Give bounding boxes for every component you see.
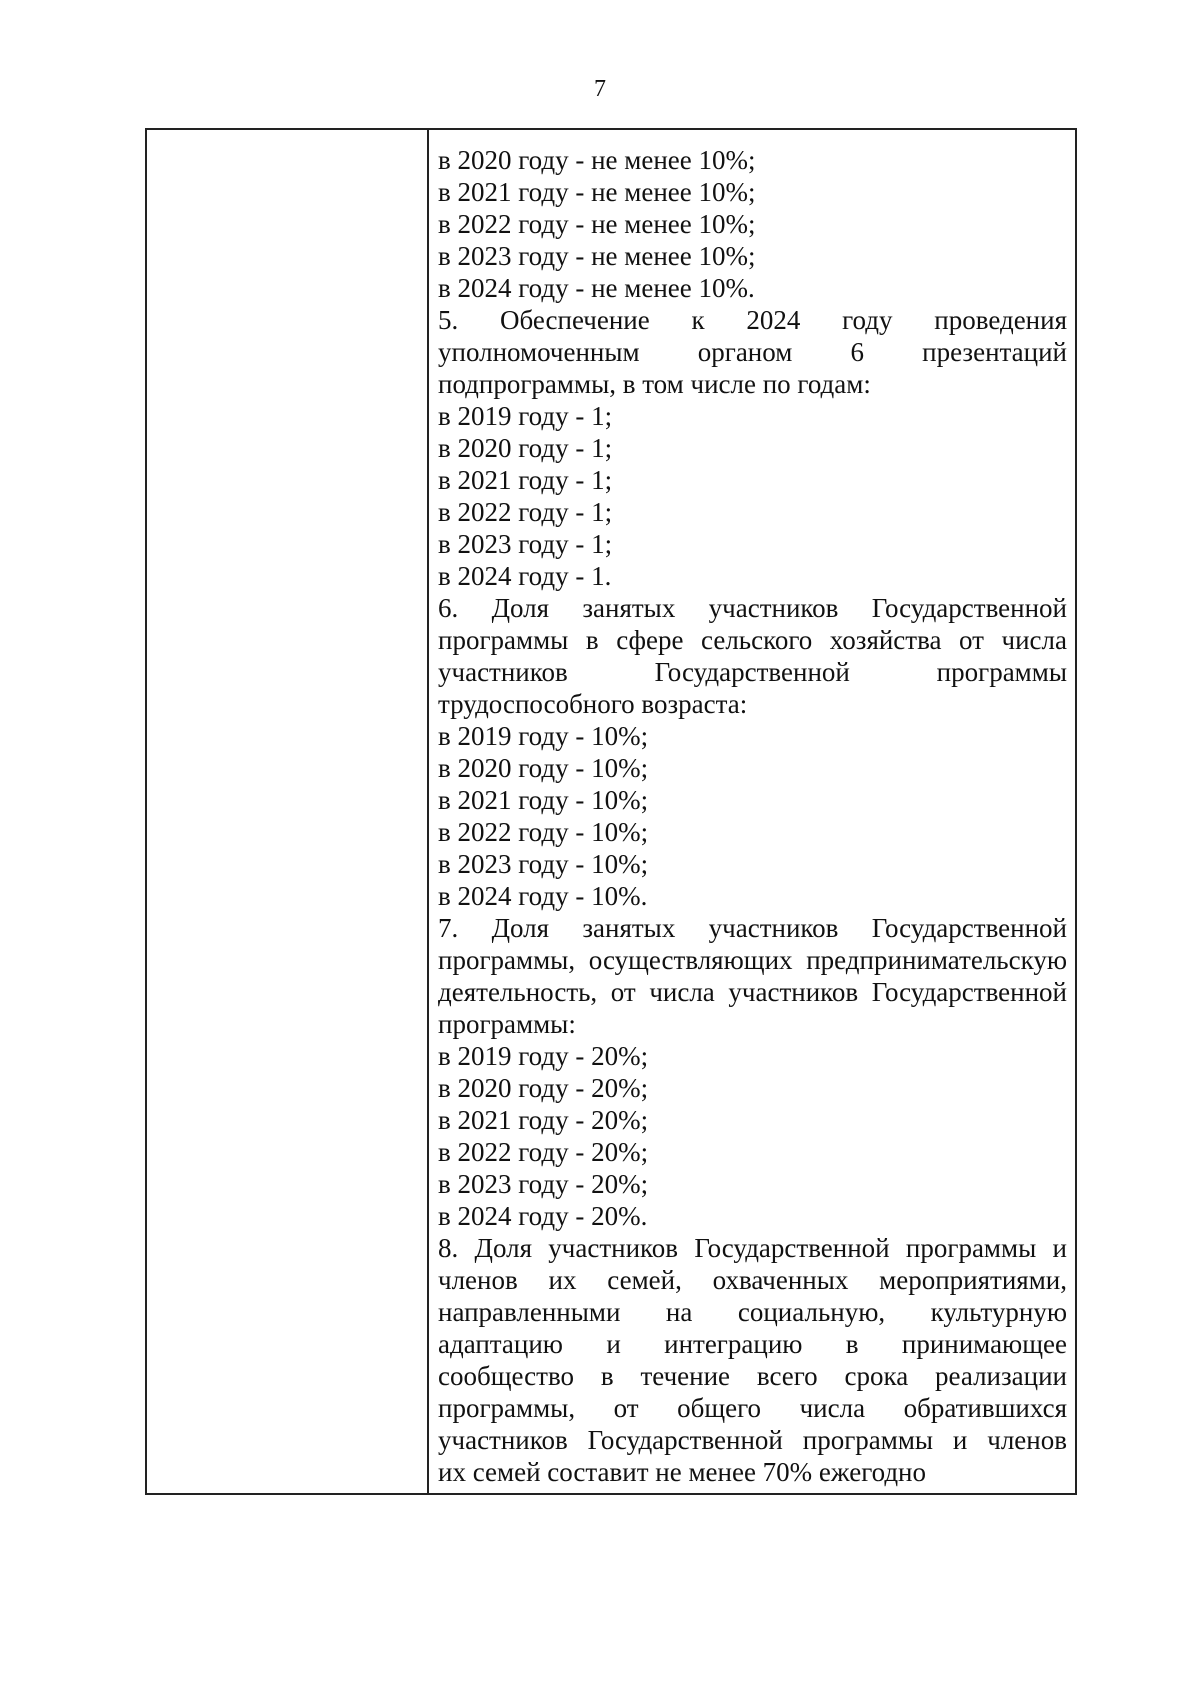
text-line: участников Государственной программы <box>438 657 1067 687</box>
text-line: в 2022 году - не менее 10%; <box>438 209 756 239</box>
table-left-cell <box>147 130 429 1493</box>
text-line: 5. Обеспечение к 2024 году проведения <box>438 305 1067 335</box>
text-line: членов их семей, охваченных мероприятиями, <box>438 1265 1067 1295</box>
text-line: участников Государственной программы и членов <box>438 1425 1067 1455</box>
text-line: в 2022 году - 10%; <box>438 817 649 847</box>
page-number: 7 <box>594 76 606 102</box>
text-line: в 2021 году - 1; <box>438 465 613 495</box>
text-line: в 2024 году - 1. <box>438 561 612 591</box>
indicators-table <box>145 128 1077 1495</box>
text-line: направленными на социальную, культурную <box>438 1297 1067 1327</box>
text-line: программы в сфере сельского хозяйства от числа <box>438 625 1067 655</box>
text-line: уполномоченным органом 6 презентаций <box>438 337 1067 367</box>
text-line: в 2019 году - 10%; <box>438 721 649 751</box>
text-line: в 2022 году - 20%; <box>438 1137 649 1167</box>
text-line: сообщество в течение всего срока реализации <box>438 1361 1067 1391</box>
text-line: в 2023 году - 1; <box>438 529 613 559</box>
text-line: в 2022 году - 1; <box>438 497 613 527</box>
table-right-cell <box>429 130 1075 1493</box>
text-line: программы, от общего числа обратившихся <box>438 1393 1067 1423</box>
text-line: в 2019 году - 1; <box>438 401 613 431</box>
text-line: в 2020 году - не менее 10%; <box>438 145 756 175</box>
text-line: в 2019 году - 20%; <box>438 1041 649 1071</box>
text-line: в 2024 году - не менее 10%. <box>438 273 755 303</box>
text-line: в 2023 году - 10%; <box>438 849 649 879</box>
text-line: трудоспособного возраста: <box>438 689 748 719</box>
text-line: в 2023 году - не менее 10%; <box>438 241 756 271</box>
text-line: в 2021 году - 10%; <box>438 785 649 815</box>
text-line: программы, осуществляющих предпринимательскую <box>438 945 1067 975</box>
text-line: 7. Доля занятых участников Государственной <box>438 913 1067 943</box>
text-line: 8. Доля участников Государственной программы и <box>438 1233 1067 1263</box>
text-line: 6. Доля занятых участников Государственной <box>438 593 1067 623</box>
text-line: в 2023 году - 20%; <box>438 1169 649 1199</box>
text-line: в 2021 году - 20%; <box>438 1105 649 1135</box>
text-line: адаптацию и интеграцию в принимающее <box>438 1329 1067 1359</box>
text-line: в 2024 году - 20%. <box>438 1201 648 1231</box>
text-line: деятельность, от числа участников Государственной <box>438 977 1067 1007</box>
text-line: в 2021 году - не менее 10%; <box>438 177 756 207</box>
text-line: их семей составит не менее 70% ежегодно <box>438 1457 927 1487</box>
text-line: в 2020 году - 10%; <box>438 753 649 783</box>
text-line: в 2020 году - 1; <box>438 433 613 463</box>
text-line: в 2024 году - 10%. <box>438 881 648 911</box>
text-line: в 2020 году - 20%; <box>438 1073 649 1103</box>
text-line: программы: <box>438 1009 576 1039</box>
text-line: подпрограммы, в том числе по годам: <box>438 369 871 399</box>
